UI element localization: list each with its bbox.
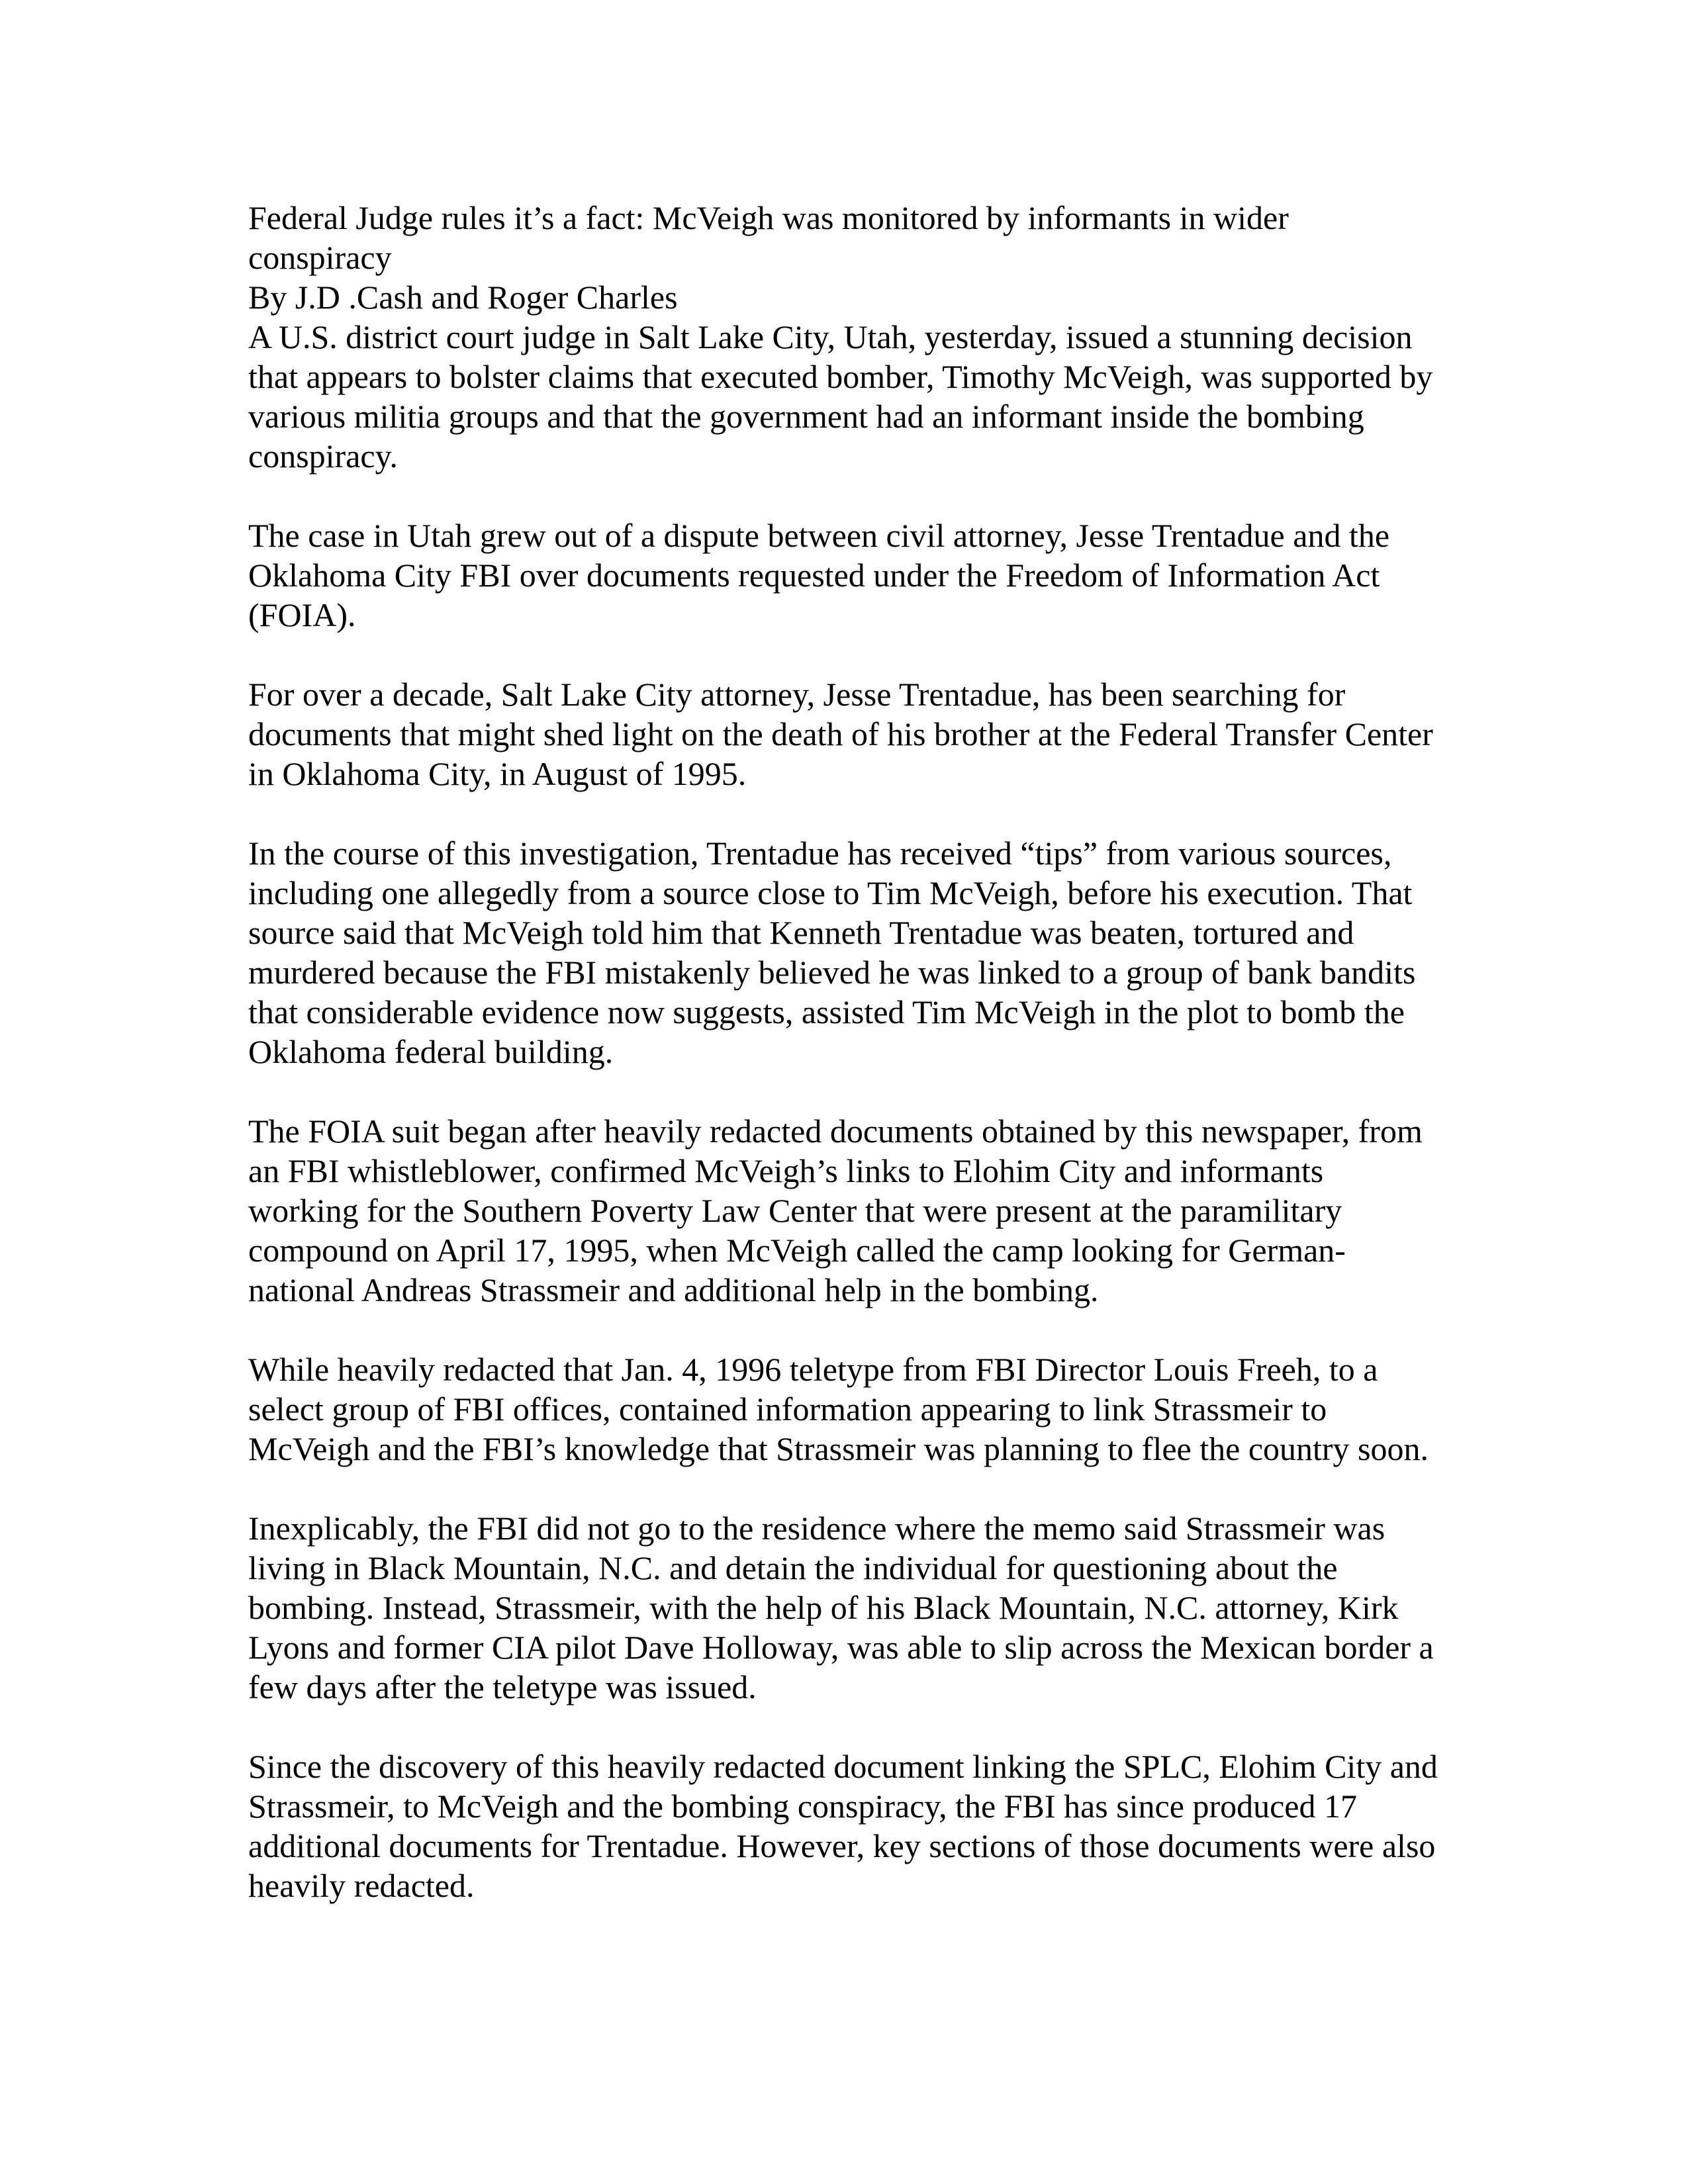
paragraph-line: heavily redacted.: [248, 1867, 475, 1904]
paragraph-line: Inexplicably, the FBI did not go to the residence where the memo said Strassmeir was: [248, 1510, 1385, 1547]
paragraph-line: national Andreas Strassmeir and additional help in the bombing.: [248, 1271, 1099, 1308]
paragraph-line: The FOIA suit began after heavily redacted documents obtained by this newspaper, from: [248, 1113, 1423, 1150]
paragraph-line: Oklahoma City FBI over documents requested under the Freedom of Information Act: [248, 557, 1380, 594]
paragraph-line: an FBI whistleblower, confirmed McVeigh’s links to Elohim City and informants: [248, 1152, 1324, 1189]
paragraph-line: For over a decade, Salt Lake City attorney, Jesse Trentadue, has been searching for: [248, 676, 1346, 713]
headline-line: conspiracy: [248, 239, 392, 276]
paragraph-line: in Oklahoma City, in August of 1995.: [248, 755, 747, 792]
paragraph-line: bombing. Instead, Strassmeir, with the help of his Black Mountain, N.C. attorney, Kirk: [248, 1589, 1399, 1626]
headline-line: Federal Judge rules it’s a fact: McVeigh was monitored by informants in wider: [248, 199, 1289, 236]
paragraph-line: (FOIA).: [248, 596, 356, 633]
paragraph-line: The case in Utah grew out of a dispute between civil attorney, Jesse Trentadue and the: [248, 517, 1390, 554]
paragraph-line: Oklahoma federal building.: [248, 1033, 614, 1070]
paragraph-line: additional documents for Trentadue. However, key sections of those documents were also: [248, 1827, 1436, 1864]
paragraph-line: source said that McVeigh told him that Kenneth Trentadue was beaten, tortured and: [248, 914, 1354, 951]
paragraph-line: McVeigh and the FBI’s knowledge that Strassmeir was planning to flee the country soon.: [248, 1430, 1429, 1467]
paragraph-line: conspiracy.: [248, 437, 398, 475]
paragraph-line: that appears to bolster claims that executed bomber, Timothy McVeigh, was supported by: [248, 358, 1433, 395]
paragraph-line: While heavily redacted that Jan. 4, 1996 teletype from FBI Director Louis Freeh, to a: [248, 1351, 1378, 1388]
paragraph-line: working for the Southern Poverty Law Center that were present at the paramilitary: [248, 1192, 1342, 1229]
paragraph-since-discovery: [248, 1747, 1506, 1905]
paragraph-line: including one allegedly from a source close to Tim McVeigh, before his execution. That: [248, 874, 1413, 911]
paragraph-line: A U.S. district court judge in Salt Lake City, Utah, yesterday, issued a stunning decision: [248, 318, 1413, 355]
paragraph-line: Strassmeir, to McVeigh and the bombing conspiracy, the FBI has since produced 17: [248, 1788, 1357, 1825]
paragraph-line: living in Black Mountain, N.C. and detain the individual for questioning about the: [248, 1549, 1338, 1586]
paragraph-foia-suit: [248, 1111, 1506, 1310]
byline: By J.D .Cash and Roger Charles: [248, 279, 678, 316]
paragraph-investigation-tips: [248, 833, 1506, 1071]
paragraph-line: murdered because the FBI mistakenly believed he was linked to a group of bank bandits: [248, 954, 1416, 991]
paragraph-line: Lyons and former CIA pilot Dave Holloway, was able to slip across the Mexican border a: [248, 1629, 1434, 1666]
article-header: [248, 198, 1506, 476]
paragraph-line: Since the discovery of this heavily redacted document linking the SPLC, Elohim City and: [248, 1748, 1438, 1785]
paragraph-inexplicably: [248, 1508, 1506, 1707]
paragraph-line: In the course of this investigation, Trentadue has received “tips” from various sources,: [248, 835, 1392, 872]
paragraph-line: documents that might shed light on the death of his brother at the Federal Transfer Center: [248, 715, 1433, 752]
paragraph-line: various militia groups and that the government had an informant inside the bombing: [248, 398, 1364, 435]
paragraph-line: that considerable evidence now suggests, assisted Tim McVeigh in the plot to bomb the: [248, 993, 1405, 1030]
paragraph-teletype: [248, 1349, 1506, 1469]
paragraph-line: select group of FBI offices, contained information appearing to link Strassmeir to: [248, 1390, 1327, 1428]
paragraph-line: compound on April 17, 1995, when McVeigh called the camp looking for German-: [248, 1232, 1346, 1269]
paragraph-over-a-decade: [248, 674, 1506, 794]
paragraph-line: few days after the teletype was issued.: [248, 1668, 757, 1706]
article-body: [248, 198, 1506, 1945]
paragraph-case-in-utah: [248, 516, 1506, 635]
